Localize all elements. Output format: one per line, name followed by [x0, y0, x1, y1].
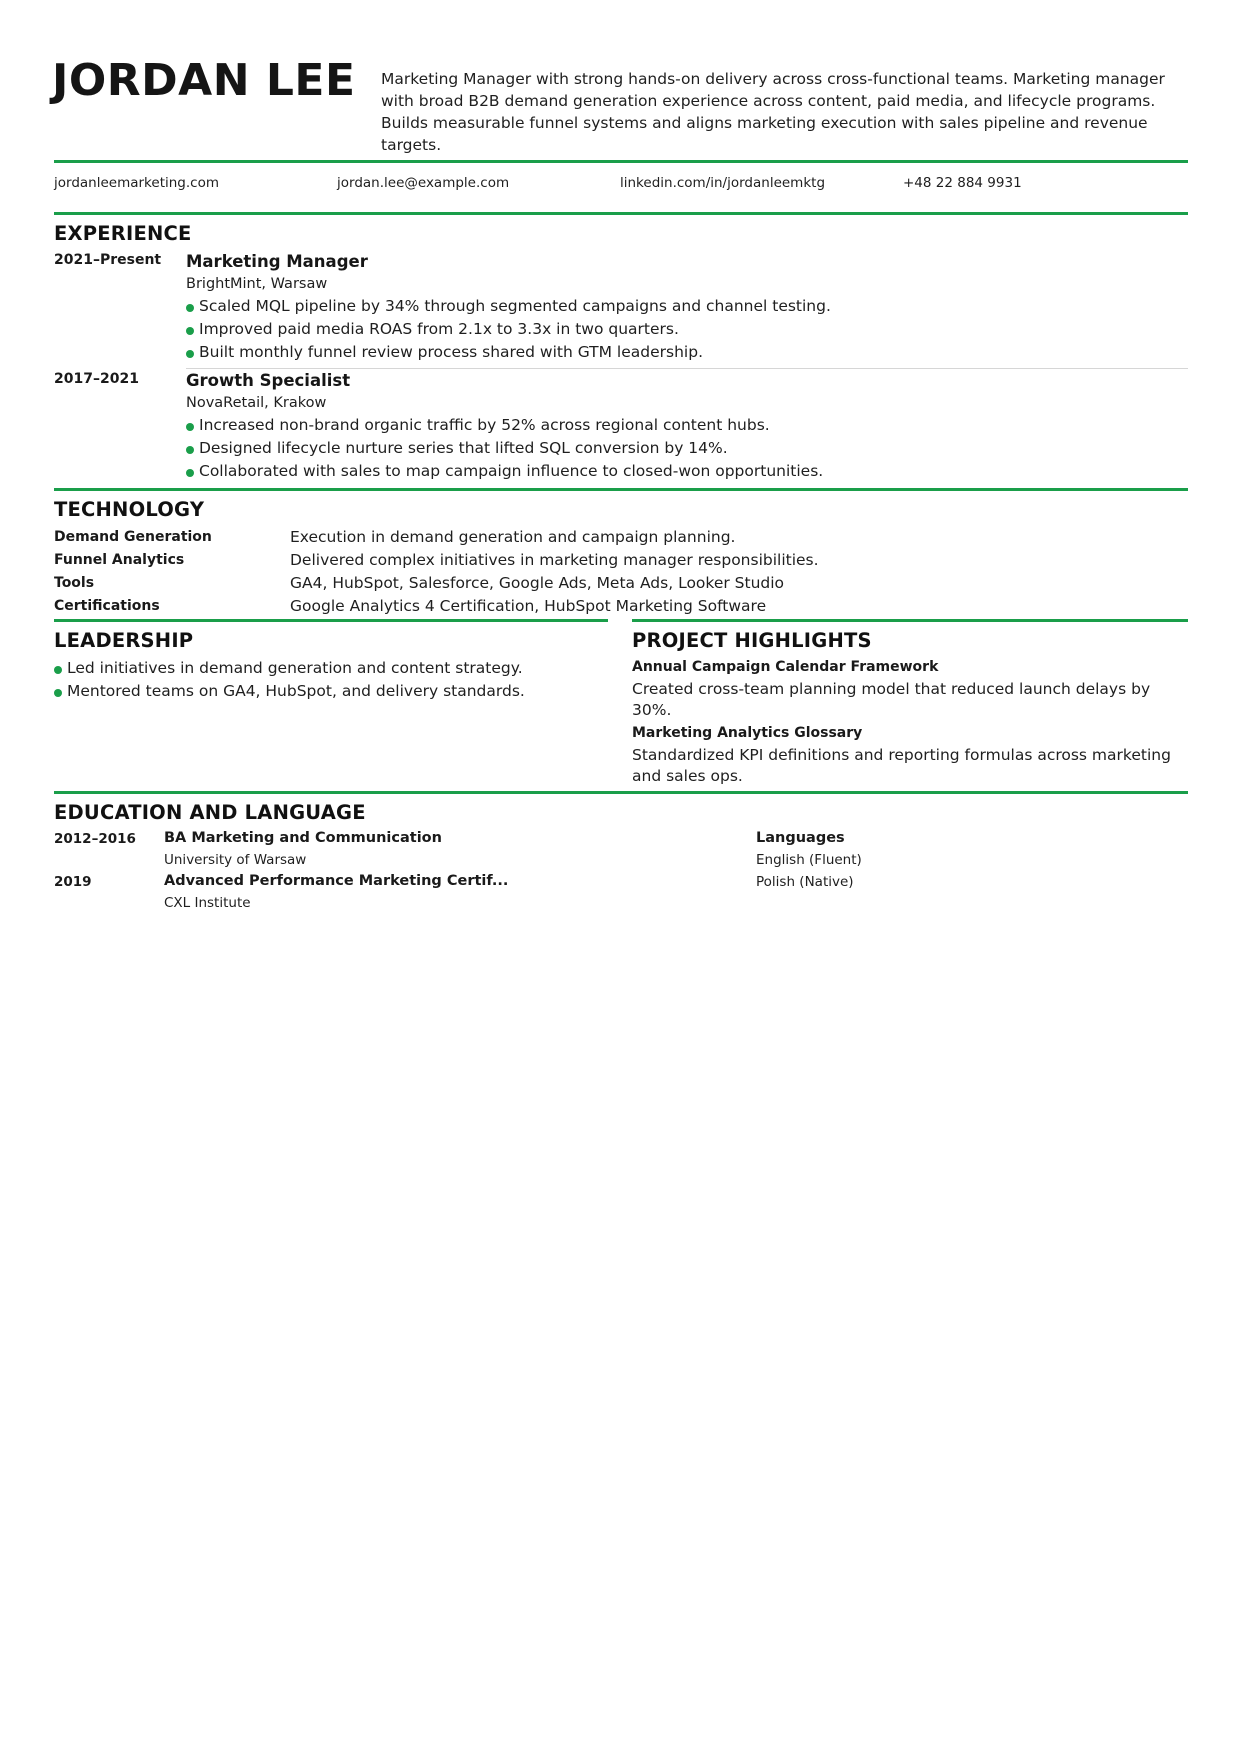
languages-title: Languages — [756, 830, 845, 846]
job-company: BrightMint, Warsaw — [186, 276, 328, 292]
project-description: Standardized KPI definitions and reporting formulas across marketing and sales ops. — [632, 746, 1171, 785]
project-title: Annual Campaign Calendar Framework — [632, 659, 939, 675]
header-divider — [54, 160, 1188, 163]
project-title: Marketing Analytics Glossary — [632, 725, 863, 741]
education-dates: 2019 — [54, 874, 92, 890]
job-dates: 2017–2021 — [54, 371, 139, 387]
contact-phone[interactable]: +48 22 884 9931 — [903, 175, 1022, 191]
leadership-bullet: Mentored teams on GA4, HubSpot, and delivery standards. — [54, 682, 525, 700]
education-degree: BA Marketing and Communication — [164, 830, 442, 846]
tech-value: Google Analytics 4 Certification, HubSpot Marketing Software — [290, 597, 767, 615]
education-school: CXL Institute — [164, 895, 251, 911]
language-item: Polish (Native) — [756, 874, 854, 890]
candidate-name: JORDAN LEE — [52, 55, 356, 106]
leadership-bullet: Led initiatives in demand generation and content strategy. — [54, 659, 523, 677]
tech-value: Execution in demand generation and campaign planning. — [290, 528, 736, 546]
bullet-dot-icon — [186, 350, 194, 358]
job-dates: 2021–Present — [54, 252, 162, 268]
contact-linkedin[interactable]: linkedin.com/in/jordanleemktg — [620, 175, 826, 191]
education-dates: 2012–2016 — [54, 831, 136, 847]
experience-divider — [54, 488, 1188, 491]
job-bullet: Designed lifecycle nurture series that lifted SQL conversion by 14%. — [186, 439, 728, 457]
job-title: Marketing Manager — [186, 252, 368, 271]
education-divider — [54, 791, 1188, 794]
tech-label: Tools — [54, 575, 95, 591]
job-bullet: Built monthly funnel review process shared with GTM leadership. — [186, 343, 703, 361]
bullet-dot-icon — [54, 666, 62, 674]
tech-value: Delivered complex initiatives in marketing manager responsibilities. — [290, 551, 819, 569]
section-title-education: EDUCATION AND LANGUAGE — [54, 801, 366, 824]
bullet-dot-icon — [186, 327, 194, 335]
job-title: Growth Specialist — [186, 371, 351, 390]
job-bullet: Collaborated with sales to map campaign influence to closed-won opportunities. — [186, 462, 823, 480]
bullet-dot-icon — [186, 446, 194, 454]
leadership-divider — [54, 619, 608, 622]
contacts-divider — [54, 212, 1188, 215]
section-title-projects: PROJECT HIGHLIGHTS — [632, 629, 872, 652]
education-degree: Advanced Performance Marketing Certif... — [164, 873, 509, 889]
section-title-technology: TECHNOLOGY — [54, 498, 205, 521]
contact-website[interactable]: jordanleemarketing.com — [54, 175, 219, 191]
job-bullet: Increased non-brand organic traffic by 52% across regional content hubs. — [186, 416, 770, 434]
job-bullet: Scaled MQL pipeline by 34% through segmented campaigns and channel testing. — [186, 297, 831, 315]
tech-label: Certifications — [54, 598, 160, 614]
tech-value: GA4, HubSpot, Salesforce, Google Ads, Meta Ads, Looker Studio — [290, 574, 785, 592]
section-title-experience: EXPERIENCE — [54, 222, 192, 245]
bullet-dot-icon — [54, 689, 62, 697]
projects-divider — [632, 619, 1188, 622]
resume-header — [54, 54, 1188, 160]
education-school: University of Warsaw — [164, 852, 307, 868]
bullet-dot-icon — [186, 423, 194, 431]
bullet-dot-icon — [186, 469, 194, 477]
job-separator — [186, 368, 1188, 369]
contact-email[interactable]: jordan.lee@example.com — [337, 175, 510, 191]
bullet-dot-icon — [186, 304, 194, 312]
professional-summary: Marketing Manager with strong hands-on delivery across cross-functional teams. Marketing manager with broad B2B demand generation experience across content, paid media, and lifecycle programs. Builds measurable funnel systems and aligns marketing execution with sales pipeline and revenue targets. — [381, 70, 1165, 154]
tech-label: Funnel Analytics — [54, 552, 185, 568]
tech-label: Demand Generation — [54, 529, 212, 545]
job-bullet: Improved paid media ROAS from 2.1x to 3.3x in two quarters. — [186, 320, 679, 338]
section-title-leadership: LEADERSHIP — [54, 629, 194, 652]
job-company: NovaRetail, Krakow — [186, 395, 327, 411]
project-description: Created cross-team planning model that reduced launch delays by 30%. — [632, 680, 1151, 719]
language-item: English (Fluent) — [756, 852, 862, 868]
